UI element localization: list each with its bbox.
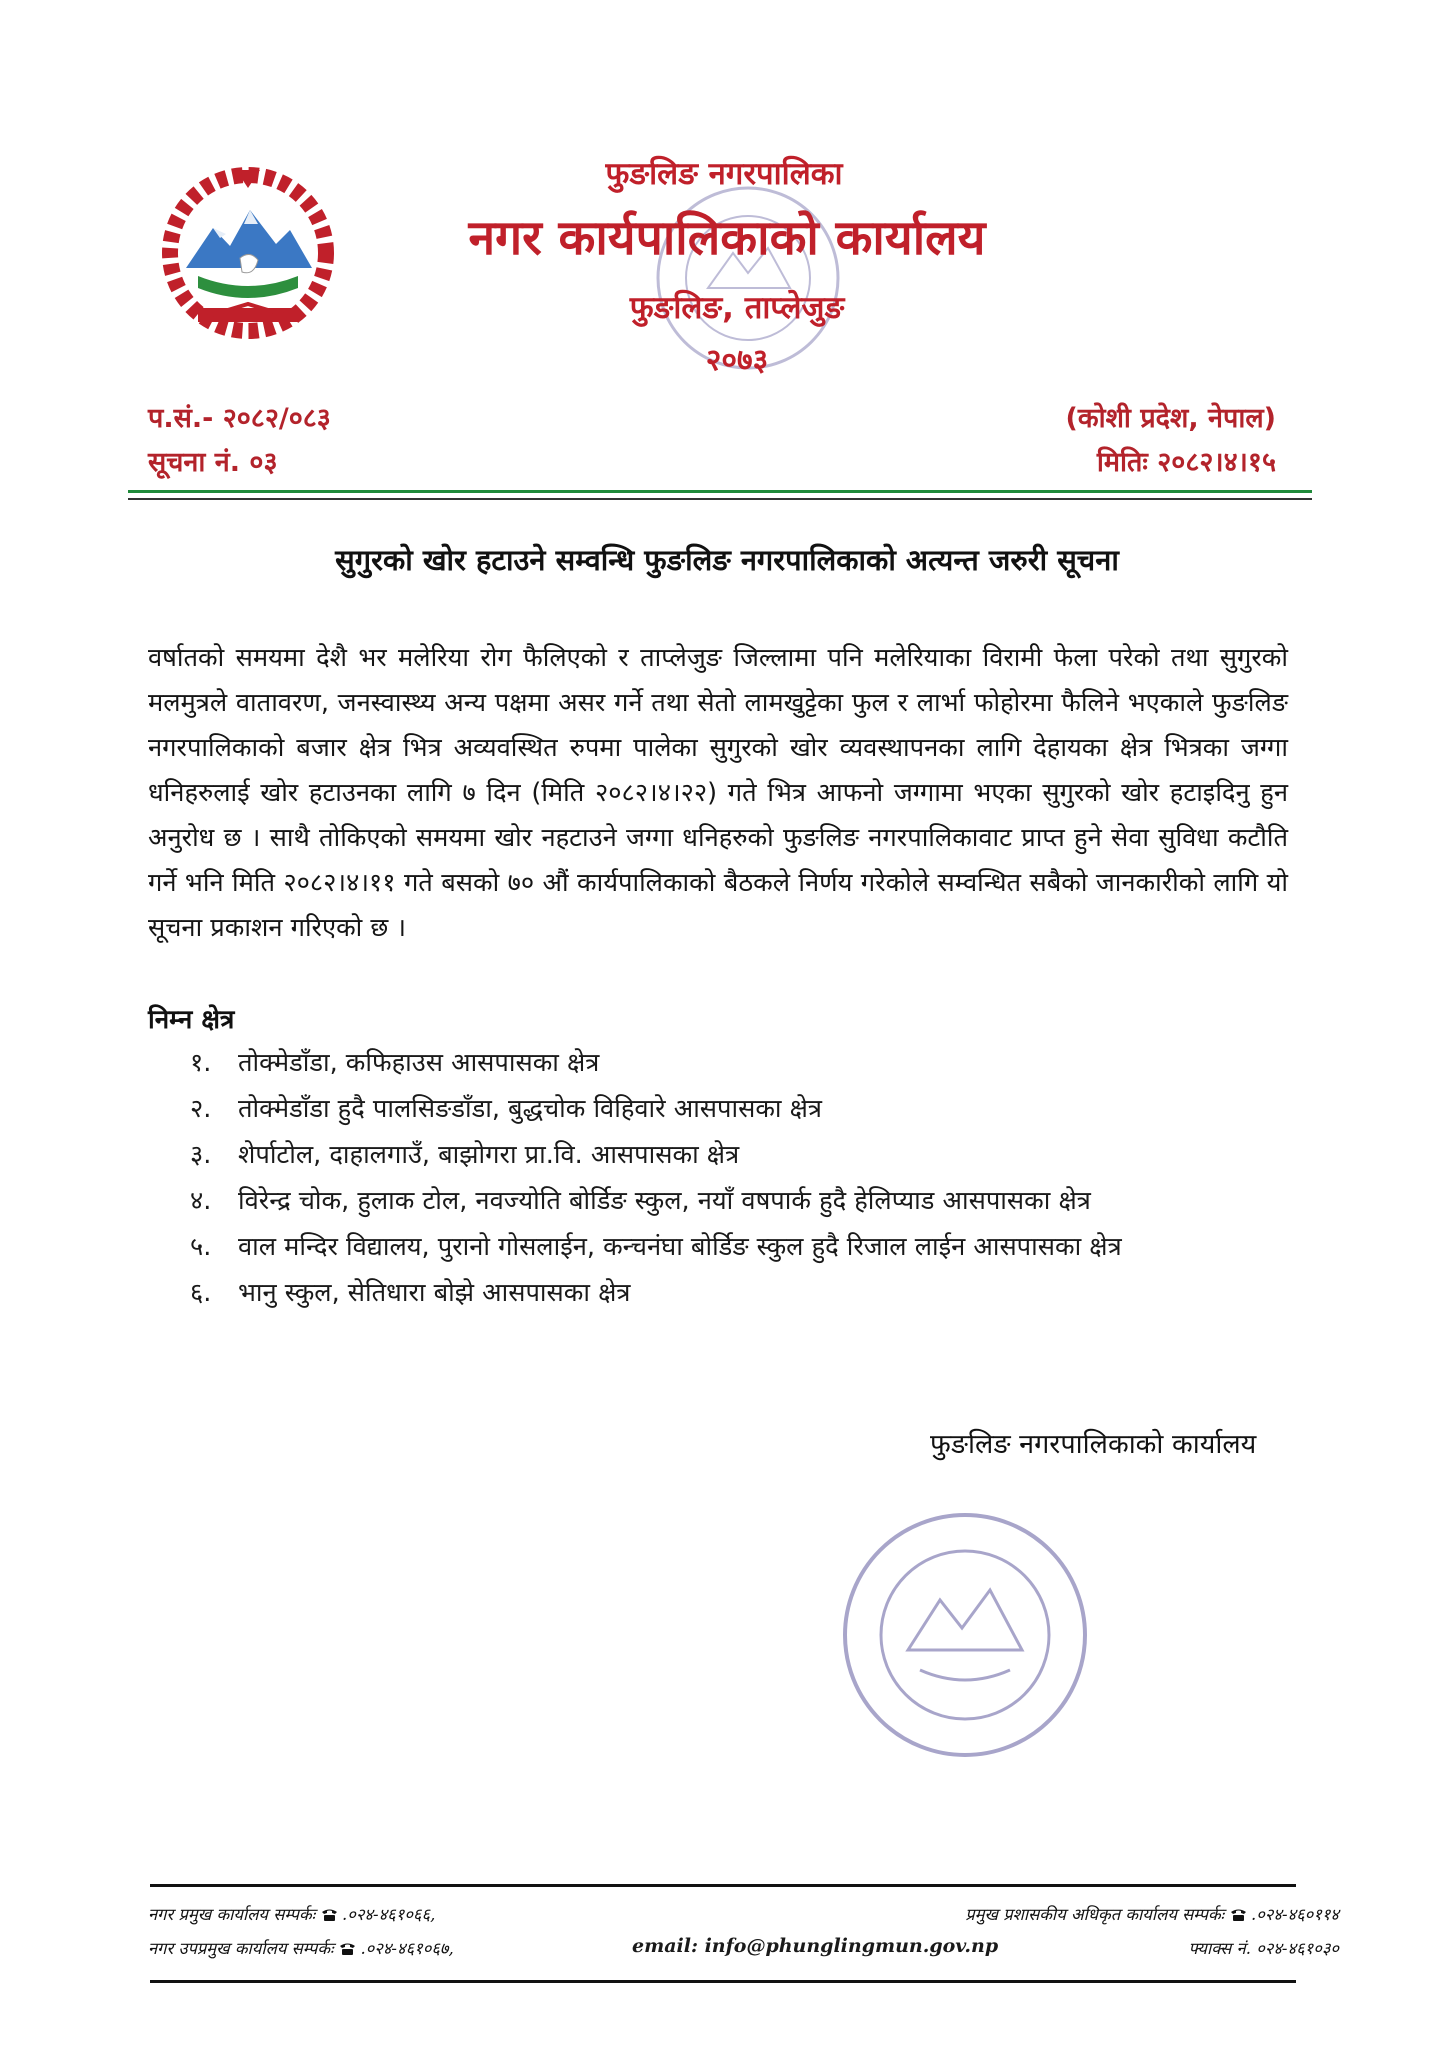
header-divider-dark [128, 498, 1312, 500]
cao-contact [965, 1902, 1339, 1925]
reference-number: प.सं.- २०८२/०८३ [148, 403, 331, 434]
cao-phone: .०२४-४६०११४ [1250, 1905, 1339, 1924]
notice-date: मितिः २०८२।४।१५ [1096, 447, 1276, 478]
notice-number: सूचना नं. ०३ [148, 447, 278, 478]
header-divider-green [128, 490, 1312, 493]
list-item-number: ४. [190, 1186, 212, 1216]
official-stamp-icon [830, 1500, 1100, 1770]
email-contact[interactable]: email: info@phunglingmun.gov.np [632, 1935, 999, 1957]
letterhead-place: फुङलिङ, ताप्लेजुङ [629, 290, 845, 326]
list-item-text: भानु स्कुल, सेतिधारा बोझे आसपासका क्षेत्र [238, 1278, 631, 1308]
mayor-contact [148, 1902, 435, 1925]
list-item-text: वाल मन्दिर विद्यालय, पुरानो गोसलाईन, कन्चनंघा बोर्डिङ स्कुल हुदै रिजाल लाईन आसपासका क्षेत्र [238, 1232, 1122, 1262]
areas-list [190, 1040, 1290, 1316]
notice-body: वर्षातको समयमा देशै भर मलेरिया रोग फैलिएको र ताप्लेजुङ जिल्लामा पनि मलेरियाका विरामी फेला परेको तथा सुगुरको मलमुत्रले वातावरण, जनस्वास्थ्य अन्य पक्षमा असर गर्ने तथा सेतो लामखुट्टेका फुल र लार्भा फोहोरमा फैलिने भएकाले फुङलिङ नगरपालिकाको बजार क्षेत्र भित्र अव्यवस्थित रुपमा पालेका सुगुरको खोर व्यवस्थापनका लागि देहायका क्षेत्र भित्रका जग्गा धनिहरुलाई खोर हटाउनका लागि ७ दिन (मिति २०८२।४।२२) गते भित्र आफनो जग्गामा भएका सुगुरको खोर हटाइदिनु हुन अनुरोध छ । साथै तोकिएको समयमा खोर नहटाउने जग्गा धनिहरुको फुङलिङ नगरपालिकावाट प्राप्त हुने सेवा सुविधा कटौति गर्ने भनि मिति २०८२।४।११ गते बसको ७० औं कार्यपालिकाको बैठकले निर्णय गरेकोले सम्वन्धित सबैको जानकारीको लागि यो सूचना प्रकाशन गरिएको छ । [148, 643, 1288, 943]
fax-number: फ्याक्स नं. ०२४-४६१०३० [1188, 1939, 1339, 1958]
list-item-text: तोक्मेडाँडा, कफिहाउस आसपासका क्षेत्र [238, 1048, 600, 1078]
deputy-contact-label: नगर उपप्रमुख कार्यालय सम्पर्कः [148, 1939, 334, 1958]
list-item-number: ५. [190, 1232, 212, 1262]
list-item [190, 1132, 1290, 1178]
list-item [190, 1224, 1290, 1270]
telephone-icon [339, 1942, 356, 1955]
telephone-icon [1230, 1908, 1247, 1921]
cao-contact-label: प्रमुख प्रशासकीय अधिकृत कार्यालय सम्पर्कः [965, 1905, 1224, 1924]
list-item-number: १. [190, 1048, 212, 1078]
list-item-number: २. [190, 1094, 212, 1124]
letterhead-municipality: फुङलिङ नगरपालिका [605, 156, 843, 192]
signature-office: फुङलिङ नगरपालिकाको कार्यालय [930, 1429, 1257, 1460]
mayor-phone: .०२४-४६१०६६, [342, 1905, 436, 1924]
notice-subject: सुगुरको खोर हटाउने सम्वन्धि फुङलिङ नगरपालिकाको अत्यन्त जरुरी सूचना [335, 543, 1119, 577]
telephone-icon [321, 1908, 338, 1921]
deputy-phone: .०२४-४६१०६७, [360, 1939, 454, 1958]
list-item-number: ६. [190, 1278, 212, 1308]
list-item-number: ३. [190, 1140, 212, 1170]
areas-heading: निम्न क्षेत्र [148, 1005, 235, 1035]
footer-divider-bottom [150, 1980, 1296, 1983]
letterhead-year: २०७३ [705, 343, 769, 378]
footer-divider-top [150, 1884, 1296, 1887]
list-item [190, 1086, 1290, 1132]
list-item-text: तोक्मेडाँडा हुदै पालसिङडाँडा, बुद्धचोक विहिवारे आसपासका क्षेत्र [238, 1094, 822, 1124]
list-item-text: शेर्पाटोल, दाहालगाउँ, बाझोगरा प्रा.वि. आसपासका क्षेत्र [238, 1140, 740, 1170]
list-item [190, 1040, 1290, 1086]
list-item [190, 1270, 1290, 1316]
deputy-contact [148, 1936, 454, 1959]
province-label: (कोशी प्रदेश, नेपाल) [1065, 403, 1276, 434]
list-item [190, 1178, 1290, 1224]
mayor-contact-label: नगर प्रमुख कार्यालय सम्पर्कः [148, 1905, 316, 1924]
letterhead-office: नगर कार्यपालिकाको कार्यालय [468, 210, 986, 266]
list-item-text: विरेन्द्र चोक, हुलाक टोल, नवज्योति बोर्डिङ स्कुल, नयाँ वषपार्क हुदै हेलिप्याड आसपासका क्षेत्र [238, 1186, 1091, 1216]
